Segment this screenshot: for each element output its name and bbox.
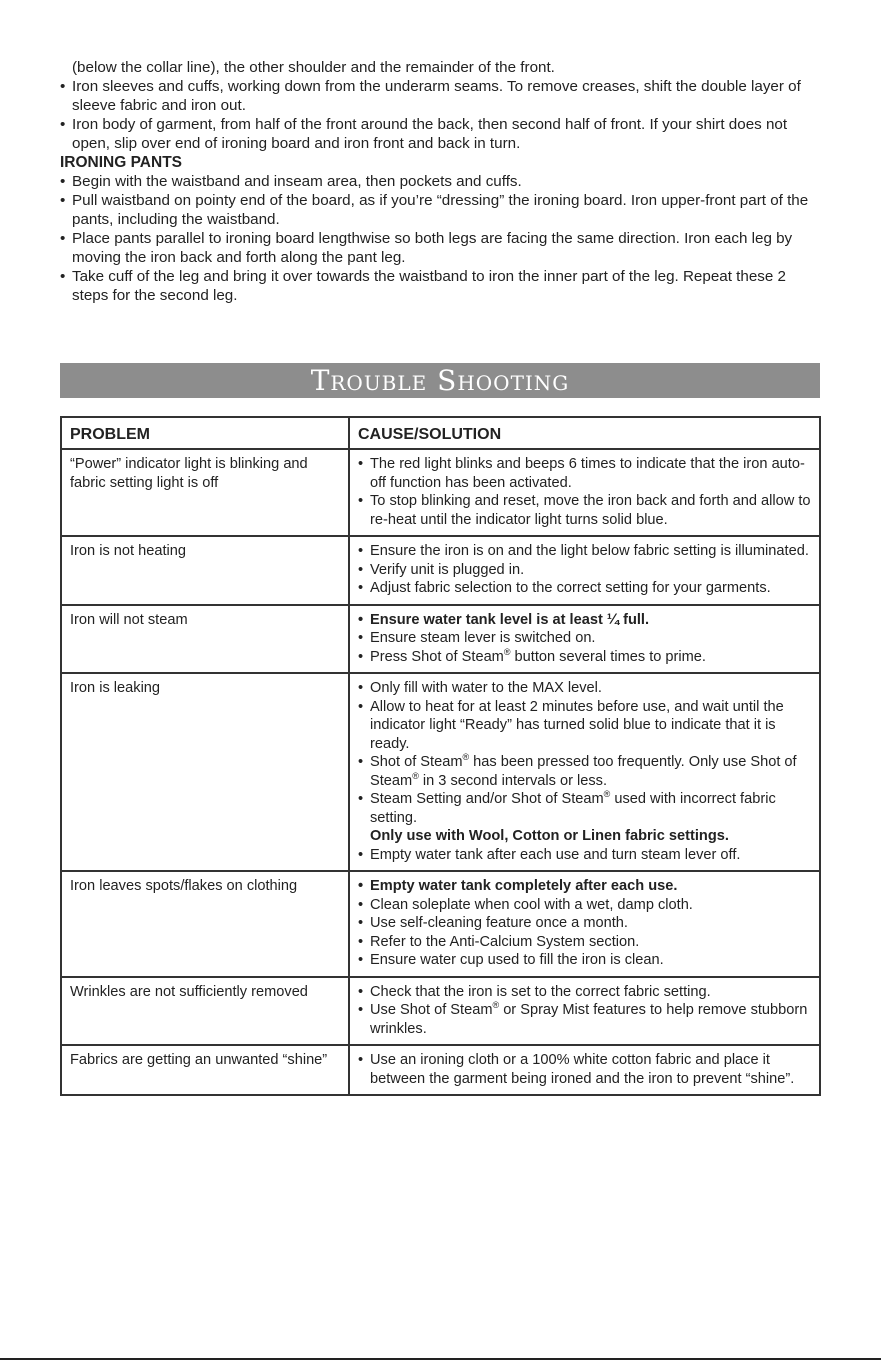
solution-item: • Clean soleplate when cool with a wet, damp cloth. — [358, 896, 811, 915]
solution-item: • The red light blinks and beeps 6 times to indicate that the iron auto-off function has been activated. — [358, 455, 811, 492]
troubleshooting-banner — [60, 363, 820, 398]
solution-item: • Refer to the Anti-Calcium System section. — [358, 933, 811, 952]
solution-item: • Adjust fabric selection to the correct setting for your garments. — [358, 579, 811, 598]
pants-bullet: • Begin with the waistband and inseam area, then pockets and cuffs. — [60, 172, 822, 191]
solution-text: used with incorrect fabric setting. — [370, 791, 776, 826]
problem-cell: Fabrics are getting an unwanted “shine” — [61, 1045, 349, 1095]
solution-text: Steam Setting and/or Shot of Steam — [370, 791, 604, 807]
solution-cell — [349, 605, 820, 674]
solution-text: button several times to prime. — [510, 648, 706, 665]
table-row — [61, 449, 820, 536]
pants-bullet: • Pull waistband on pointy end of the board, as if you’re “dressing” the ironing board. Iron upper-front part of the pants, including the waistband. — [60, 191, 822, 229]
solution-item: • Empty water tank after each use and turn steam lever off. — [358, 846, 811, 865]
problem-cell: “Power” indicator light is blinking and fabric setting light is off — [61, 449, 349, 536]
solution-item — [358, 1001, 811, 1038]
registered-mark: ® — [603, 789, 611, 800]
table-row — [61, 673, 820, 871]
table-row — [61, 871, 820, 977]
banner-title: Trouble Shooting — [310, 364, 570, 397]
solution-cell — [349, 977, 820, 1046]
registered-mark: ® — [503, 646, 511, 657]
solution-item — [358, 648, 811, 667]
solution-text: Press Shot of Steam — [370, 648, 504, 665]
table-header-row — [61, 417, 820, 449]
problem-cell: Iron leaves spots/flakes on clothing — [61, 871, 349, 977]
solution-text: in 3 second intervals or less. — [418, 772, 608, 789]
solution-item: • Ensure the iron is on and the light below fabric setting is illuminated. — [358, 542, 811, 561]
solution-cell — [349, 536, 820, 605]
table-row — [61, 1045, 820, 1095]
problem-cell: Iron will not steam — [61, 605, 349, 674]
solution-cell — [349, 871, 820, 977]
solution-item: • Ensure water cup used to fill the iron is clean. — [358, 951, 811, 970]
page-bottom-rule — [0, 1358, 881, 1360]
solution-item: • Use self-cleaning feature once a month. — [358, 914, 811, 933]
header-cause-solution: CAUSE/SOLUTION — [349, 417, 820, 449]
solution-text: has been pressed too frequently. Only use Shot of Steam — [370, 754, 797, 789]
solution-item: • Ensure water tank level is at least ¼ full. — [358, 611, 811, 630]
solution-item: • Use an ironing cloth or a 100% white cotton fabric and place it between the garment being ironed and the iron to prevent “shine”. — [358, 1051, 811, 1088]
solution-emphasis: Only use with Wool, Cotton or Linen fabric settings. — [370, 828, 729, 844]
pants-bullet: • Place pants parallel to ironing board lengthwise so both legs are facing the same direction. Iron each leg by moving the iron back and forth along the pant leg. — [60, 229, 822, 267]
solution-text: or Spray Mist features to help remove stubborn wrinkles. — [370, 1002, 808, 1037]
problem-cell: Wrinkles are not sufficiently removed — [61, 977, 349, 1046]
solution-cell — [349, 1045, 820, 1095]
problem-cell: Iron is not heating — [61, 536, 349, 605]
solution-item: • Check that the iron is set to the correct fabric setting. — [358, 983, 811, 1002]
table-row — [61, 536, 820, 605]
solution-item — [358, 790, 811, 846]
ironing-pants-heading: IRONING PANTS — [60, 154, 182, 171]
solution-item: • Empty water tank completely after each use. — [358, 877, 811, 896]
intro-bullet: • Iron body of garment, from half of the front around the back, then second half of front. If your shirt does not open, slip over end of ironing board and iron front and back in turn. — [60, 115, 822, 153]
header-problem: PROBLEM — [61, 417, 349, 449]
solution-cell — [349, 673, 820, 871]
solution-text: Shot of Steam — [370, 754, 463, 770]
registered-mark: ® — [462, 752, 470, 763]
registered-mark: ® — [412, 770, 419, 781]
solution-text: Use Shot of Steam — [370, 1002, 493, 1018]
ironing-instructions — [60, 58, 822, 305]
solution-item: • Ensure steam lever is switched on. — [358, 629, 811, 648]
solution-item — [358, 753, 811, 790]
solution-item: • To stop blinking and reset, move the iron back and forth and allow to re-heat until the indicator light turns solid blue. — [358, 492, 811, 529]
table-row — [61, 605, 820, 674]
solution-item: • Only fill with water to the MAX level. — [358, 679, 811, 698]
solution-cell — [349, 449, 820, 536]
registered-mark: ® — [492, 1000, 500, 1011]
table-row — [61, 977, 820, 1046]
intro-continuation: (below the collar line), the other shoulder and the remainder of the front. — [72, 59, 555, 76]
troubleshooting-table — [60, 416, 821, 1096]
problem-cell: Iron is leaking — [61, 673, 349, 871]
solution-item: • Verify unit is plugged in. — [358, 561, 811, 580]
solution-item: • Allow to heat for at least 2 minutes before use, and wait until the indicator light “Ready” has turned solid blue to indicate that it is ready. — [358, 698, 811, 754]
pants-bullet: • Take cuff of the leg and bring it over towards the waistband to iron the inner part of the leg. Repeat these 2 steps for the second leg. — [60, 267, 822, 305]
intro-bullet: • Iron sleeves and cuffs, working down from the underarm seams. To remove creases, shift the double layer of sleeve fabric and iron out. — [60, 77, 822, 115]
